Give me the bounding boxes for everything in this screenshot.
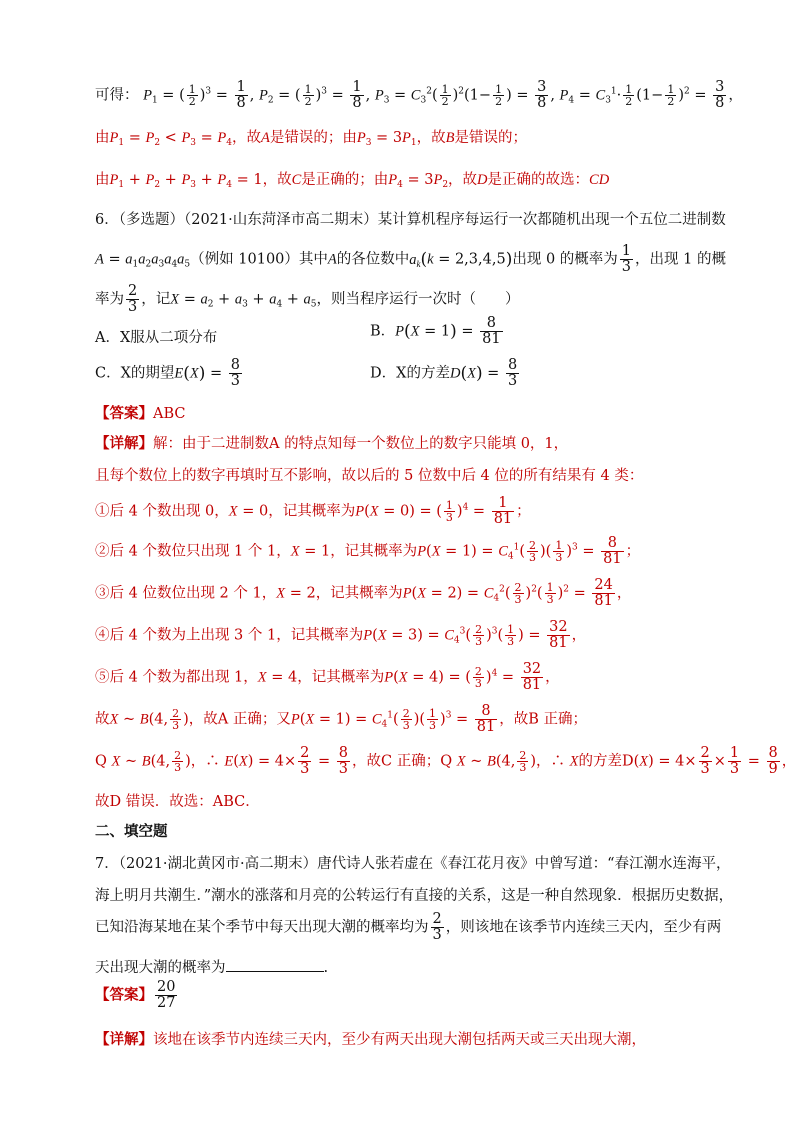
option-a: A．X服从二项分布: [95, 330, 218, 346]
case-2: ②后 4 个数位只出现 1 个 1，X = 1，记其概率为$P(X = 1) = C_4^1$( $\frac{2}{3}$ )( $\frac{1}{3}$ )$^3$ = $\frac{8}{81}$ ；: [95, 535, 641, 568]
question-6-head: 6．（多选题）（2021·山东菏泽市高二期末）某计算机程序每运行一次都随机出现一个五位二进制数: [95, 212, 726, 228]
conclusion-3: 故D 错误．故选：ABC．: [95, 794, 260, 810]
detail-7: 【详解】该地在该季节内连续三天内，至少有两天出现大潮包括两天或三天出现大潮，: [95, 1031, 646, 1048]
answer-7: 【答案】 $\frac{20}{27}$: [95, 979, 176, 1012]
question-7-line3: 已知沿海某地在某个季节中每天出现大潮的概率均为 $\frac{2}{3}$ ，则该地在该季节内连续三天内，至少有两: [95, 911, 722, 944]
section-heading: 二、填空题: [95, 823, 168, 840]
conclusion-1: 故X ~ B(4, $\frac{2}{3}$ )，故A 正确；又$P(X = 1) = C_4^1$( $\frac{2}{3}$ )( $\frac{1}{3}$ )$^3$ = $\frac{8}{81}$ ，故B 正确；: [95, 703, 588, 736]
line-probabilities: 可得： $P_1$ = ( $\frac{1}{2}$ )$^3$ = $\frac{1}{8}$ , $P_2$ = ( $\frac{1}{2}$ )$^3$ = $\frac{1}{8}$ , $P_3 = C_3^2$( $\frac{1}{2}$ )$^2$(1− $\frac{1}{2}$ ) = $\frac{3}{8}$ , $P_4 = C_3^1\cdot$ $\frac{1}{2}$ (1− $\frac{1}{2}$ )$^2$ = $\frac{3}{8}$ ，: [95, 79, 743, 112]
case-4: ④后 4 个数为上出现 3 个 1，记其概率为$P(X = 3) = C_4^3$( $\frac{2}{3}$ )$^3$( $\frac{1}{3}$ ) = $\frac{32}{81}$ ，: [95, 619, 587, 652]
detail-6-line1: 【详解】解：由于二进制数A 的特点知每一个数位上的数字只能填 0，1，: [95, 435, 569, 452]
question-6-line3: 率为 $\frac{2}{3}$ ，记$X = a_2 + a_3 + a_4 + a_5$，则当程序运行一次时（ ）: [95, 283, 520, 316]
option-c: C．X的期望E(X) = $\frac{8}{3}$: [95, 357, 241, 390]
case-5: ⑤后 4 个数为都出现 1，X = 4，记其概率为P(X = 4) = ( $\frac{2}{3}$ )$^4$ = $\frac{32}{81}$ ，: [95, 661, 560, 694]
case-3: ③后 4 位数位出现 2 个 1，X = 2，记其概率为$P(X = 2) = C_4^2$( $\frac{2}{3}$ )$^2$( $\frac{1}{3}$ )$^2$ = $\frac{24}{81}$ ，: [95, 577, 632, 610]
answer-blank: [226, 959, 324, 972]
line-judgement-ab: 由$P_1 = P_2 < P_3 = P_4$，故A是错误的；由$P_3 = 3P_1$，故B是错误的；: [95, 130, 527, 148]
conclusion-2: Q X ~ B(4, $\frac{2}{3}$ )，∴ E(X) = 4× $\frac{2}{3}$ = $\frac{8}{3}$ ，故C 正确；Q X ~ B(4, $\frac{2}{3}$ )，∴ X的方差D(X) = 4× $\frac{2}{3}$ × $\frac{1}{3}$ = $\frac{8}{9}$ ，: [95, 745, 796, 778]
option-b: B．P(X = 1) = $\frac{8}{81}$: [370, 315, 501, 348]
question-7-line2: 海上明月共潮生．”潮水的涨落和月亮的公转运行有直接的关系，这是一种自然现象．根据历史数据，: [95, 888, 734, 904]
case-1: ①后 4 个数出现 0，X = 0，记其概率为P(X = 0) = ( $\frac{1}{3}$ )$^4$ = $\frac{1}{81}$ ；: [95, 495, 531, 528]
question-6-line2: $A = a_1a_2a_3a_4a_5$（例如 10100）其中A的各位数中$a_k(k = 2,3,4,5)$出现 0 的概率为 $\frac{1}{3}$ ，出现 1 的概: [95, 243, 726, 276]
question-7-line1: 7．（2021·湖北黄冈市·高二期末）唐代诗人张若虚在《春江花月夜》中曾写道：“春江潮水连海平，: [95, 856, 731, 872]
detail-6-line2: 且每个数位上的数字再填时互不影响，故以后的 5 位数中后 4 位的所有结果有 4 类：: [95, 468, 644, 484]
option-d: D．X的方差D(X) = $\frac{8}{3}$: [370, 357, 518, 390]
question-7-line4: 天出现大潮的概率为 .: [95, 960, 329, 976]
line-judgement-cd: 由$P_1 + P_2 + P_3 + P_4 = 1$，故C是正确的；由$P_4 = 3P_2$，故D是正确的故选：CD: [95, 172, 610, 190]
answer-6: 【答案】ABC: [95, 405, 186, 422]
